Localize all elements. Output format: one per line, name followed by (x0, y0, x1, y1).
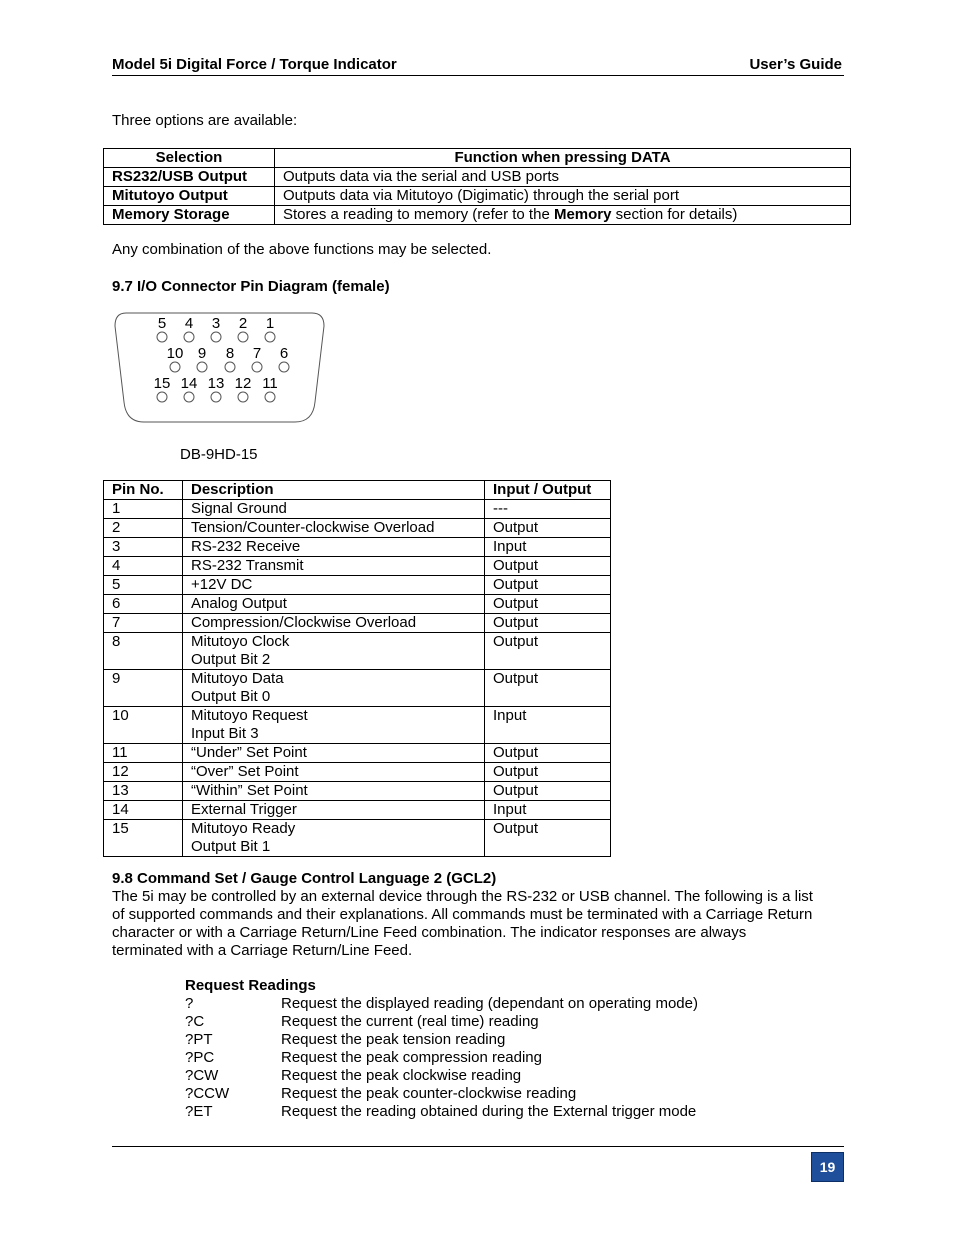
pin-label: 1 (265, 315, 275, 332)
command-code: ?CW (185, 1067, 219, 1084)
table-row (104, 206, 851, 225)
table-row (104, 633, 611, 670)
function-cell (275, 206, 851, 225)
pin-label: 6 (279, 345, 289, 362)
pin-label: 4 (184, 315, 194, 332)
pin-hole (184, 392, 194, 402)
table-row (104, 820, 611, 857)
pin-number-cell: 3 (104, 538, 183, 557)
pin-label: 11 (262, 375, 278, 392)
command-description: Request the peak compression reading (281, 1049, 542, 1066)
pin-description-cell (183, 801, 485, 820)
column-header-selection: Selection (104, 149, 275, 168)
function-cell: Outputs data via the serial and USB ports (275, 168, 851, 187)
pin-number-cell: 5 (104, 576, 183, 595)
pin-number-cell: 15 (104, 820, 183, 857)
table-row (104, 744, 611, 763)
pin-description: +12V DC (191, 576, 253, 593)
selection-cell: Memory Storage (104, 206, 275, 225)
pin-description-cell (183, 782, 485, 801)
command-row (185, 1031, 698, 1049)
column-header-function: Function when pressing DATA (275, 149, 851, 168)
pin-label: 7 (252, 345, 262, 362)
memory-keyword: Memory (553, 206, 612, 223)
function-cell: Outputs data via Mitutoyo (Digimatic) through the serial port (275, 187, 851, 206)
pin-hole (238, 332, 248, 342)
command-row (185, 1049, 698, 1067)
pin-description-cell (183, 614, 485, 633)
table-row (104, 707, 611, 744)
command-description: Request the current (real time) reading (281, 1013, 539, 1030)
db15-connector-diagram (112, 310, 327, 425)
gcl2-description (112, 888, 852, 960)
pin-io-cell: Output (485, 763, 611, 782)
pin-hole (265, 332, 275, 342)
pin-hole (157, 332, 167, 342)
pin-hole (197, 362, 207, 372)
pin-number-cell: 2 (104, 519, 183, 538)
pin-hole (238, 392, 248, 402)
pin-number-cell: 7 (104, 614, 183, 633)
pin-label: 13 (207, 375, 225, 392)
selection-cell: RS232/USB Output (104, 168, 275, 187)
command-code: ?PT (185, 1031, 213, 1048)
pin-label: 2 (238, 315, 248, 332)
pin-io-cell: --- (485, 500, 611, 519)
page-number-badge: 19 (811, 1152, 844, 1182)
pin-label: 3 (211, 315, 221, 332)
command-row (185, 1103, 698, 1121)
intro-text: Three options are available: (112, 112, 298, 129)
pin-io-cell: Output (485, 744, 611, 763)
command-description: Request the peak counter-clockwise reading (281, 1085, 577, 1102)
footer-rule (112, 1146, 844, 1147)
pin-description-cell (183, 707, 485, 744)
pin-label: 9 (197, 345, 207, 362)
pin-description-cell (183, 744, 485, 763)
pin-hole (252, 362, 262, 372)
pin-hole (157, 392, 167, 402)
pin-number-cell: 6 (104, 595, 183, 614)
table-row (104, 500, 611, 519)
table-row (104, 576, 611, 595)
pin-description-detail: Output Bit 0 (191, 688, 271, 705)
pin-io-cell: Output (485, 614, 611, 633)
pin-io-cell: Input (485, 801, 611, 820)
pin-number-cell: 11 (104, 744, 183, 763)
pin-description: Analog Output (191, 595, 287, 612)
pin-description: “Within” Set Point (191, 782, 308, 799)
function-text-pre: Stores a reading to memory (refer to the (283, 206, 554, 223)
pin-label: 8 (225, 345, 235, 362)
pin-description: Signal Ground (191, 500, 287, 517)
pin-hole (170, 362, 180, 372)
table-row (104, 187, 851, 206)
table-row (104, 168, 851, 187)
paragraph-line: of supported commands and their explanations. All commands must be terminated with a Carriage Return (112, 906, 813, 923)
pin-description-cell (183, 538, 485, 557)
pin-description: Mitutoyo Request (191, 707, 308, 724)
pin-description: “Under” Set Point (191, 744, 307, 761)
pin-label: 5 (157, 315, 167, 332)
command-row (185, 1067, 698, 1085)
pin-description: Mitutoyo Ready (191, 820, 296, 837)
pin-description-cell (183, 820, 485, 857)
pin-description: “Over” Set Point (191, 763, 299, 780)
command-code: ? (185, 995, 194, 1012)
pin-label: 12 (234, 375, 252, 392)
pin-io-cell: Output (485, 670, 611, 707)
pin-description-cell (183, 500, 485, 519)
request-readings-title: Request Readings (185, 977, 316, 994)
pin-number-cell: 13 (104, 782, 183, 801)
pin-label: 15 (153, 375, 171, 392)
table-row (104, 519, 611, 538)
pin-number-cell: 8 (104, 633, 183, 670)
header-rule (112, 75, 844, 76)
pin-hole (225, 362, 235, 372)
command-row (185, 995, 698, 1013)
command-description: Request the peak clockwise reading (281, 1067, 522, 1084)
column-header-io: Input / Output (485, 481, 611, 500)
command-description: Request the displayed reading (dependant on operating mode) (281, 995, 698, 1012)
command-code: ?PC (185, 1049, 215, 1066)
table-row (104, 595, 611, 614)
column-header-pin: Pin No. (104, 481, 183, 500)
pin-description-detail: Output Bit 2 (191, 651, 271, 668)
command-description: Request the peak tension reading (281, 1031, 506, 1048)
table-row (104, 782, 611, 801)
pin-io-cell: Output (485, 595, 611, 614)
combination-note: Any combination of the above functions may be selected. (112, 241, 492, 258)
pin-io-cell: Output (485, 519, 611, 538)
pin-table-header (104, 481, 611, 500)
column-header-description: Description (183, 481, 485, 500)
pin-description: Mitutoyo Clock (191, 633, 290, 650)
selection-cell: Mitutoyo Output (104, 187, 275, 206)
pin-io-cell: Output (485, 820, 611, 857)
paragraph-line: terminated with a Carriage Return/Line Feed. (112, 942, 413, 959)
pin-description-detail: Output Bit 1 (191, 838, 271, 855)
command-code: ?ET (185, 1103, 213, 1120)
paragraph-line: The 5i may be controlled by an external device through the RS-232 or USB channel. The following is a list (112, 888, 813, 905)
pin-number-cell: 14 (104, 801, 183, 820)
table-row (104, 538, 611, 557)
options-table (103, 148, 851, 225)
pin-io-cell: Output (485, 782, 611, 801)
pin-description-cell (183, 576, 485, 595)
pin-description: External Trigger (191, 801, 297, 818)
command-description: Request the reading obtained during the External trigger mode (281, 1103, 697, 1120)
options-table-header (104, 149, 851, 168)
pin-description: Mitutoyo Data (191, 670, 284, 687)
pin-hole (211, 332, 221, 342)
pin-number-cell: 12 (104, 763, 183, 782)
command-code: ?CCW (185, 1085, 230, 1102)
command-code: ?C (185, 1013, 205, 1030)
pin-description-cell (183, 595, 485, 614)
pin-description-cell (183, 670, 485, 707)
pin-hole (184, 332, 194, 342)
pin-io-cell: Input (485, 538, 611, 557)
pin-io-cell: Output (485, 633, 611, 670)
pin-table (103, 480, 611, 857)
pin-description: Compression/Clockwise Overload (191, 614, 417, 631)
pin-description-cell (183, 519, 485, 538)
table-row (104, 557, 611, 576)
pin-io-cell: Output (485, 557, 611, 576)
pin-description-cell (183, 557, 485, 576)
pin-description-cell (183, 763, 485, 782)
pin-description: Tension/Counter-clockwise Overload (191, 519, 435, 536)
pin-description-cell (183, 633, 485, 670)
request-readings-block (185, 977, 698, 1121)
section-heading-9-8: 9.8 Command Set / Gauge Control Language 2 (GCL2) (112, 870, 497, 887)
pin-number-cell: 9 (104, 670, 183, 707)
users-guide-label: User’s Guide (749, 56, 842, 73)
section-heading-9-7: 9.7 I/O Connector Pin Diagram (female) (112, 278, 390, 295)
pin-number-cell: 1 (104, 500, 183, 519)
function-text-post: section for details) (611, 206, 738, 223)
pin-io-cell: Input (485, 707, 611, 744)
connector-label: DB-9HD-15 (180, 446, 258, 463)
table-row (104, 614, 611, 633)
pin-label: 14 (180, 375, 198, 392)
pin-number-cell: 10 (104, 707, 183, 744)
pin-hole (279, 362, 289, 372)
table-row (104, 670, 611, 707)
paragraph-line: character or with a Carriage Return/Line Feed combination. The indicator responses are always (112, 924, 747, 941)
pin-label: 10 (166, 345, 184, 362)
pin-description: RS-232 Receive (191, 538, 301, 555)
table-row (104, 801, 611, 820)
pin-io-cell: Output (485, 576, 611, 595)
command-row (185, 1085, 698, 1103)
command-row (185, 1013, 698, 1031)
pin-description: RS-232 Transmit (191, 557, 304, 574)
pin-description-detail: Input Bit 3 (191, 725, 259, 742)
document-title: Model 5i Digital Force / Torque Indicator (112, 56, 397, 73)
pin-number-cell: 4 (104, 557, 183, 576)
pin-hole (265, 392, 275, 402)
pin-hole (211, 392, 221, 402)
table-row (104, 763, 611, 782)
